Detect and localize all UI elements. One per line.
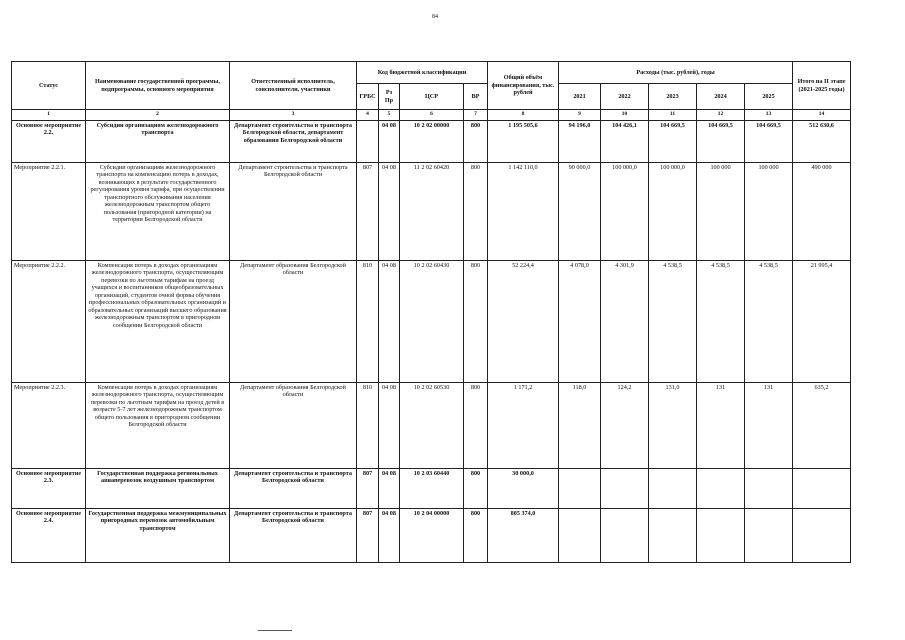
column-number: 14	[793, 110, 851, 121]
row-status: Мероприятие 2.2.2.	[12, 261, 86, 383]
row-2025: 131	[745, 383, 793, 469]
row-stage-total: 512 630,6	[793, 121, 851, 163]
row-total: 1 195 505,6	[488, 121, 559, 163]
header-year-2021: 2021	[559, 84, 601, 110]
column-number: 13	[745, 110, 793, 121]
row-status: Основное мероприятие 2.2.	[12, 121, 86, 163]
row-name: Компенсация потерь в доходах организациям железнодорожного транспорта, осуществляющим перевозки по льготным тарифам на проезд учащихся и воспитанников общеобразовательных организаций, студентов очной формы обучения профессиональных образовательных организаций и образовательных организаций высшего образования железнодорожным транспортом в пригородном сообщении Белгородской области	[86, 261, 230, 383]
row-rzpr: 04 08	[379, 509, 400, 563]
header-grbs: ГРБС	[357, 84, 379, 110]
row-grbs: 807	[357, 163, 379, 261]
row-vr: 800	[464, 163, 488, 261]
row-2025: 104 669,5	[745, 121, 793, 163]
row-vr: 800	[464, 509, 488, 563]
column-number: 7	[464, 110, 488, 121]
row-2023: 4 538,5	[649, 261, 697, 383]
table-row	[12, 509, 851, 563]
row-total: 1 171,2	[488, 383, 559, 469]
row-csr: 10 2 02 60430	[400, 261, 464, 383]
row-stage-total: 21 995,4	[793, 261, 851, 383]
column-number: 8	[488, 110, 559, 121]
row-executor: Департамент образования Белгородской области	[230, 383, 357, 469]
row-rzpr: 04 08	[379, 261, 400, 383]
row-2024: 131	[697, 383, 745, 469]
row-total: 52 224,4	[488, 261, 559, 383]
row-name: Субсидии организациям железнодорожного транспорта на компенсацию потерь в доходах, возникающих в результате государственного регулирования уровня тарифа, при осуществлении транспортного обслуживания населения железнодорожным транспортом общего пользования (пригородной категории) на территории Белгородской области	[86, 163, 230, 261]
column-number: 11	[649, 110, 697, 121]
header-rzpr: Рз Пр	[379, 84, 400, 110]
row-executor: Департамент строительства и транспорта Белгородской области	[230, 469, 357, 509]
row-2025	[745, 469, 793, 509]
row-2025	[745, 509, 793, 563]
row-2023	[649, 469, 697, 509]
column-number: 3	[230, 110, 357, 121]
row-rzpr: 04 08	[379, 469, 400, 509]
column-number: 2	[86, 110, 230, 121]
row-csr: 10 2 02 60530	[400, 383, 464, 469]
header-budget-code: Код бюджетной классификации	[357, 62, 488, 84]
row-2023: 104 669,5	[649, 121, 697, 163]
column-number: 12	[697, 110, 745, 121]
header-program-name: Наименование государственной программы, подпрограммы, основного мероприятия	[86, 62, 230, 110]
row-rzpr: 04 08	[379, 383, 400, 469]
row-2022	[601, 509, 649, 563]
row-vr: 800	[464, 121, 488, 163]
row-executor: Департамент образования Белгородской области	[230, 261, 357, 383]
row-vr: 800	[464, 469, 488, 509]
row-stage-total: 635,2	[793, 383, 851, 469]
table-row	[12, 121, 851, 163]
budget-table	[11, 61, 851, 563]
row-total: 1 142 110,0	[488, 163, 559, 261]
row-2022: 100 000,0	[601, 163, 649, 261]
table-row	[12, 163, 851, 261]
column-number-row	[12, 110, 851, 121]
column-number: 10	[601, 110, 649, 121]
row-name: Компенсация потерь в доходах организациям железнодорожного транспорта, осуществляющим перевозки по льготным тарифам на проезд детей в возрасте 5-7 лет железнодорожным транспортом общего пользования в пригородном сообщении Белгородской области	[86, 383, 230, 469]
row-csr: 10 2 02 00000	[400, 121, 464, 163]
row-2021: 4 078,0	[559, 261, 601, 383]
row-csr: 10 2 04 00000	[400, 509, 464, 563]
row-status: Основное мероприятие 2.4.	[12, 509, 86, 563]
page-bottom-mark	[258, 630, 292, 631]
row-csr: 11 2 02 60420	[400, 163, 464, 261]
header-year-2022: 2022	[601, 84, 649, 110]
header-year-2024: 2024	[697, 84, 745, 110]
header-status: Статус	[12, 62, 86, 110]
row-rzpr: 04 08	[379, 163, 400, 261]
header-expenses: Расходы (тыс. рублей), годы	[559, 62, 793, 84]
row-status: Мероприятие 2.2.1.	[12, 163, 86, 261]
header-csr: ЦСР	[400, 84, 464, 110]
row-grbs: 807	[357, 509, 379, 563]
row-executor: Департамент строительства и транспорта Белгородской области, департамент образования Белгородской области	[230, 121, 357, 163]
row-2021: 90 000,0	[559, 163, 601, 261]
row-grbs: 810	[357, 383, 379, 469]
row-2024: 104 669,5	[697, 121, 745, 163]
row-name: Субсидии организациям железнодорожного транспорта	[86, 121, 230, 163]
header-vr: ВР	[464, 84, 488, 110]
page-number: 84	[432, 14, 438, 20]
row-executor: Департамент строительства и транспорта Белгородской области	[230, 163, 357, 261]
header-executor: Ответственный исполнитель, соисполнители, участники	[230, 62, 357, 110]
column-number: 4	[357, 110, 379, 121]
row-2021	[559, 469, 601, 509]
row-name: Государственная поддержка межмуниципальных пригородных перевозок автомобильным транспортом	[86, 509, 230, 563]
row-status: Основное мероприятие 2.3.	[12, 469, 86, 509]
header-year-2023: 2023	[649, 84, 697, 110]
header-stage-total: Итого на II этапе (2021-2025 годы)	[793, 62, 851, 110]
column-number: 5	[379, 110, 400, 121]
row-stage-total: 490 000	[793, 163, 851, 261]
row-2021: 118,0	[559, 383, 601, 469]
row-stage-total	[793, 469, 851, 509]
header-total-volume: Общий объём финансирования, тыс. рублей	[488, 62, 559, 110]
row-2022	[601, 469, 649, 509]
column-number: 9	[559, 110, 601, 121]
table-row	[12, 261, 851, 383]
row-2021	[559, 509, 601, 563]
row-2023: 131,0	[649, 383, 697, 469]
row-2024: 100 000	[697, 163, 745, 261]
column-number: 1	[12, 110, 86, 121]
row-status: Мероприятие 2.2.3.	[12, 383, 86, 469]
row-total: 805 374,0	[488, 509, 559, 563]
row-grbs: 807	[357, 469, 379, 509]
row-2022: 104 426,1	[601, 121, 649, 163]
column-number: 6	[400, 110, 464, 121]
row-2025: 100 000	[745, 163, 793, 261]
row-2023: 100 000,0	[649, 163, 697, 261]
row-grbs	[357, 121, 379, 163]
row-2023	[649, 509, 697, 563]
table-row	[12, 383, 851, 469]
table-row	[12, 469, 851, 509]
row-executor: Департамент строительства и транспорта Белгородской области	[230, 509, 357, 563]
row-rzpr: 04 08	[379, 121, 400, 163]
row-2021: 94 196,0	[559, 121, 601, 163]
row-csr: 10 2 03 60440	[400, 469, 464, 509]
row-name: Государственная поддержка региональных авиаперевозок воздушным транспортом	[86, 469, 230, 509]
row-grbs: 810	[357, 261, 379, 383]
row-vr: 800	[464, 261, 488, 383]
row-2024	[697, 469, 745, 509]
row-2024	[697, 509, 745, 563]
row-2022: 124,2	[601, 383, 649, 469]
header-year-2025: 2025	[745, 84, 793, 110]
row-2025: 4 538,5	[745, 261, 793, 383]
row-total: 30 000,0	[488, 469, 559, 509]
row-vr: 800	[464, 383, 488, 469]
row-2024: 4 538,5	[697, 261, 745, 383]
row-stage-total	[793, 509, 851, 563]
row-2022: 4 301,9	[601, 261, 649, 383]
